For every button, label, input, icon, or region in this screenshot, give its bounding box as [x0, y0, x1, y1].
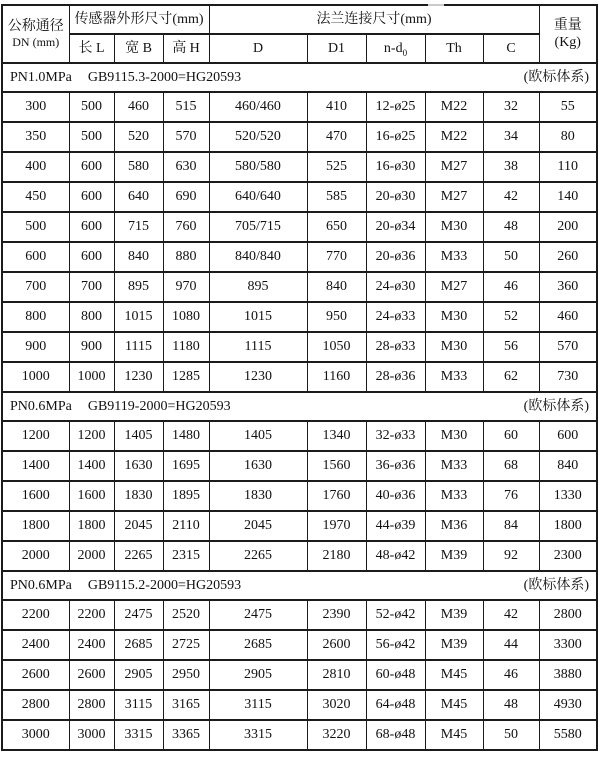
cell-dn: 2400 — [2, 630, 69, 660]
cell-th: M36 — [425, 511, 483, 541]
cell-width-b: 460 — [114, 92, 163, 122]
header-d1: D1 — [307, 34, 366, 63]
cell-d: 840/840 — [209, 242, 307, 272]
cell-width-b: 1015 — [114, 302, 163, 332]
cell-c: 42 — [483, 600, 539, 630]
cell-d1: 3220 — [307, 720, 366, 750]
cell-length-l: 1800 — [69, 511, 114, 541]
cell-d: 1015 — [209, 302, 307, 332]
cell-d: 2265 — [209, 541, 307, 571]
cell-d1: 1560 — [307, 451, 366, 481]
cell-c: 42 — [483, 182, 539, 212]
cell-th: M27 — [425, 182, 483, 212]
cell-weight: 2300 — [539, 541, 597, 571]
cell-d: 2475 — [209, 600, 307, 630]
cell-length-l: 1400 — [69, 451, 114, 481]
cell-weight: 460 — [539, 302, 597, 332]
header-dn-line2: DN (mm) — [12, 35, 60, 50]
table-row — [2, 332, 597, 362]
cell-dn: 2800 — [2, 690, 69, 720]
cell-width-b: 2045 — [114, 511, 163, 541]
page-edge-artifact — [428, 4, 444, 6]
table-row — [2, 212, 597, 242]
cell-weight: 730 — [539, 362, 597, 392]
header-weight-line1: 重量 — [553, 17, 582, 33]
cell-th: M45 — [425, 690, 483, 720]
cell-n-d0: 68-ø48 — [366, 720, 425, 750]
cell-c: 46 — [483, 660, 539, 690]
section-pressure: PN0.6MPa — [10, 398, 72, 414]
cell-c: 84 — [483, 511, 539, 541]
cell-dn: 900 — [2, 332, 69, 362]
cell-n-d0: 12-ø25 — [366, 92, 425, 122]
cell-dn: 2600 — [2, 660, 69, 690]
cell-height-h: 1695 — [163, 451, 209, 481]
cell-d1: 770 — [307, 242, 366, 272]
cell-d: 1230 — [209, 362, 307, 392]
cell-n-d0: 24-ø30 — [366, 272, 425, 302]
cell-dn: 700 — [2, 272, 69, 302]
cell-height-h: 630 — [163, 152, 209, 182]
cell-weight: 3880 — [539, 660, 597, 690]
cell-weight: 570 — [539, 332, 597, 362]
cell-c: 38 — [483, 152, 539, 182]
cell-height-h: 1080 — [163, 302, 209, 332]
table-row — [2, 122, 597, 152]
cell-length-l: 500 — [69, 122, 114, 152]
cell-d: 705/715 — [209, 212, 307, 242]
section-row — [2, 392, 597, 421]
cell-d: 1405 — [209, 421, 307, 451]
cell-dn: 500 — [2, 212, 69, 242]
section-pressure: PN0.6MPa — [10, 577, 72, 593]
cell-n-d0: 44-ø39 — [366, 511, 425, 541]
table-row — [2, 92, 597, 122]
cell-n-d0: 16-ø25 — [366, 122, 425, 152]
table-row — [2, 600, 597, 630]
section-row — [2, 63, 597, 92]
cell-width-b: 1830 — [114, 481, 163, 511]
header-weight-line2: (Kg) — [554, 35, 581, 50]
cell-weight: 3300 — [539, 630, 597, 660]
cell-width-b: 640 — [114, 182, 163, 212]
cell-dn: 350 — [2, 122, 69, 152]
cell-d1: 585 — [307, 182, 366, 212]
cell-dn: 1000 — [2, 362, 69, 392]
cell-c: 56 — [483, 332, 539, 362]
table-row — [2, 630, 597, 660]
table-row — [2, 451, 597, 481]
cell-n-d0: 60-ø48 — [366, 660, 425, 690]
cell-d1: 650 — [307, 212, 366, 242]
cell-d: 1630 — [209, 451, 307, 481]
cell-c: 46 — [483, 272, 539, 302]
cell-length-l: 1200 — [69, 421, 114, 451]
header-n-d0 — [366, 34, 425, 63]
cell-n-d0: 16-ø30 — [366, 152, 425, 182]
cell-weight: 1330 — [539, 481, 597, 511]
cell-dn: 1800 — [2, 511, 69, 541]
cell-height-h: 1895 — [163, 481, 209, 511]
cell-d1: 1760 — [307, 481, 366, 511]
cell-d1: 950 — [307, 302, 366, 332]
cell-d: 640/640 — [209, 182, 307, 212]
cell-n-d0: 64-ø48 — [366, 690, 425, 720]
cell-c: 76 — [483, 481, 539, 511]
table-row — [2, 720, 597, 750]
nd-subscript: 0 — [402, 47, 408, 58]
header-weight — [539, 5, 597, 63]
cell-height-h: 760 — [163, 212, 209, 242]
cell-length-l: 700 — [69, 272, 114, 302]
cell-width-b: 1405 — [114, 421, 163, 451]
cell-length-l: 2400 — [69, 630, 114, 660]
cell-c: 52 — [483, 302, 539, 332]
table-row — [2, 541, 597, 571]
cell-th: M45 — [425, 660, 483, 690]
cell-d: 2685 — [209, 630, 307, 660]
cell-height-h: 2520 — [163, 600, 209, 630]
cell-th: M39 — [425, 600, 483, 630]
section-cell — [2, 392, 597, 421]
cell-th: M27 — [425, 272, 483, 302]
cell-n-d0: 40-ø36 — [366, 481, 425, 511]
cell-c: 60 — [483, 421, 539, 451]
cell-height-h: 570 — [163, 122, 209, 152]
cell-height-h: 1285 — [163, 362, 209, 392]
cell-n-d0: 20-ø36 — [366, 242, 425, 272]
cell-width-b: 1115 — [114, 332, 163, 362]
section-standard: GB9115.3-2000=HG20593 — [87, 69, 242, 85]
cell-n-d0: 20-ø34 — [366, 212, 425, 242]
cell-length-l: 2600 — [69, 660, 114, 690]
cell-length-l: 800 — [69, 302, 114, 332]
cell-length-l: 1600 — [69, 481, 114, 511]
cell-d1: 410 — [307, 92, 366, 122]
cell-c: 50 — [483, 720, 539, 750]
table-body — [2, 63, 597, 750]
cell-d1: 470 — [307, 122, 366, 152]
section-cell — [2, 571, 597, 600]
cell-d1: 2600 — [307, 630, 366, 660]
cell-height-h: 2315 — [163, 541, 209, 571]
cell-dn: 3000 — [2, 720, 69, 750]
cell-c: 44 — [483, 630, 539, 660]
cell-c: 32 — [483, 92, 539, 122]
cell-dn: 300 — [2, 92, 69, 122]
cell-width-b: 895 — [114, 272, 163, 302]
spec-table — [1, 4, 598, 751]
cell-dn: 800 — [2, 302, 69, 332]
cell-length-l: 500 — [69, 92, 114, 122]
cell-d: 895 — [209, 272, 307, 302]
cell-width-b: 840 — [114, 242, 163, 272]
cell-d1: 3020 — [307, 690, 366, 720]
cell-length-l: 2000 — [69, 541, 114, 571]
cell-n-d0: 28-ø36 — [366, 362, 425, 392]
cell-d1: 525 — [307, 152, 366, 182]
cell-c: 68 — [483, 451, 539, 481]
cell-d1: 1970 — [307, 511, 366, 541]
cell-n-d0: 32-ø33 — [366, 421, 425, 451]
cell-dn: 1400 — [2, 451, 69, 481]
cell-length-l: 600 — [69, 212, 114, 242]
cell-n-d0: 24-ø33 — [366, 302, 425, 332]
cell-d1: 2390 — [307, 600, 366, 630]
cell-width-b: 520 — [114, 122, 163, 152]
cell-d: 2045 — [209, 511, 307, 541]
cell-th: M39 — [425, 630, 483, 660]
table-row — [2, 302, 597, 332]
cell-th: M30 — [425, 421, 483, 451]
cell-weight: 840 — [539, 451, 597, 481]
cell-weight: 200 — [539, 212, 597, 242]
cell-length-l: 1000 — [69, 362, 114, 392]
cell-weight: 5580 — [539, 720, 597, 750]
cell-dn: 2200 — [2, 600, 69, 630]
table-row — [2, 272, 597, 302]
cell-height-h: 3365 — [163, 720, 209, 750]
table-row — [2, 690, 597, 720]
cell-th: M45 — [425, 720, 483, 750]
header-dn — [2, 5, 69, 63]
cell-c: 92 — [483, 541, 539, 571]
cell-d: 580/580 — [209, 152, 307, 182]
header-flange-group: 法兰连接尺寸(mm) — [209, 5, 539, 34]
cell-d: 3315 — [209, 720, 307, 750]
cell-length-l: 3000 — [69, 720, 114, 750]
cell-d1: 1160 — [307, 362, 366, 392]
cell-n-d0: 48-ø42 — [366, 541, 425, 571]
cell-height-h: 690 — [163, 182, 209, 212]
table-row — [2, 152, 597, 182]
cell-weight: 55 — [539, 92, 597, 122]
section-standard: GB9115.2-2000=HG20593 — [87, 577, 242, 593]
cell-weight: 1800 — [539, 511, 597, 541]
cell-weight: 110 — [539, 152, 597, 182]
table-row — [2, 511, 597, 541]
section-note: (欧标体系) — [523, 577, 589, 593]
cell-width-b: 2685 — [114, 630, 163, 660]
table-row — [2, 362, 597, 392]
table-row — [2, 182, 597, 212]
cell-weight: 2800 — [539, 600, 597, 630]
cell-th: M33 — [425, 481, 483, 511]
cell-height-h: 2725 — [163, 630, 209, 660]
cell-th: M33 — [425, 242, 483, 272]
section-cell — [2, 63, 597, 92]
cell-n-d0: 20-ø30 — [366, 182, 425, 212]
cell-th: M22 — [425, 122, 483, 152]
table-row — [2, 242, 597, 272]
cell-th: M30 — [425, 212, 483, 242]
cell-th: M30 — [425, 332, 483, 362]
header-sensor-group: 传感器外形尺寸(mm) — [69, 5, 209, 34]
table-row — [2, 660, 597, 690]
cell-weight: 4930 — [539, 690, 597, 720]
header-length-l: 长 L — [69, 34, 114, 63]
cell-d1: 2180 — [307, 541, 366, 571]
nd-label: n-d — [383, 40, 403, 56]
cell-length-l: 600 — [69, 242, 114, 272]
cell-n-d0: 36-ø36 — [366, 451, 425, 481]
cell-d: 520/520 — [209, 122, 307, 152]
cell-d: 2905 — [209, 660, 307, 690]
cell-length-l: 600 — [69, 152, 114, 182]
cell-height-h: 2110 — [163, 511, 209, 541]
cell-th: M33 — [425, 362, 483, 392]
cell-n-d0: 56-ø42 — [366, 630, 425, 660]
cell-weight: 140 — [539, 182, 597, 212]
header-height-h: 高 H — [163, 34, 209, 63]
cell-d1: 1340 — [307, 421, 366, 451]
cell-n-d0: 52-ø42 — [366, 600, 425, 630]
cell-dn: 400 — [2, 152, 69, 182]
header-dn-line1: 公称通径 — [7, 18, 64, 34]
cell-height-h: 3165 — [163, 690, 209, 720]
cell-th: M30 — [425, 302, 483, 332]
cell-d1: 840 — [307, 272, 366, 302]
cell-c: 34 — [483, 122, 539, 152]
cell-weight: 360 — [539, 272, 597, 302]
cell-length-l: 600 — [69, 182, 114, 212]
cell-width-b: 3315 — [114, 720, 163, 750]
cell-th: M27 — [425, 152, 483, 182]
cell-d: 1830 — [209, 481, 307, 511]
cell-d: 3115 — [209, 690, 307, 720]
cell-width-b: 580 — [114, 152, 163, 182]
table-row — [2, 481, 597, 511]
cell-width-b: 1230 — [114, 362, 163, 392]
section-pressure: PN1.0MPa — [10, 69, 72, 85]
cell-weight: 260 — [539, 242, 597, 272]
cell-height-h: 2950 — [163, 660, 209, 690]
cell-dn: 2000 — [2, 541, 69, 571]
cell-d: 460/460 — [209, 92, 307, 122]
cell-width-b: 2475 — [114, 600, 163, 630]
cell-th: M33 — [425, 451, 483, 481]
cell-height-h: 1480 — [163, 421, 209, 451]
cell-length-l: 2800 — [69, 690, 114, 720]
cell-c: 62 — [483, 362, 539, 392]
cell-th: M39 — [425, 541, 483, 571]
cell-width-b: 715 — [114, 212, 163, 242]
cell-dn: 1600 — [2, 481, 69, 511]
cell-width-b: 3115 — [114, 690, 163, 720]
cell-height-h: 1180 — [163, 332, 209, 362]
cell-dn: 450 — [2, 182, 69, 212]
header-th: Th — [425, 34, 483, 63]
cell-d1: 2810 — [307, 660, 366, 690]
cell-n-d0: 28-ø33 — [366, 332, 425, 362]
cell-th: M22 — [425, 92, 483, 122]
cell-d1: 1050 — [307, 332, 366, 362]
cell-length-l: 2200 — [69, 600, 114, 630]
header-c: C — [483, 34, 539, 63]
header-d: D — [209, 34, 307, 63]
section-note: (欧标体系) — [523, 398, 589, 414]
cell-dn: 600 — [2, 242, 69, 272]
cell-height-h: 970 — [163, 272, 209, 302]
cell-height-h: 515 — [163, 92, 209, 122]
cell-width-b: 2905 — [114, 660, 163, 690]
cell-d: 1115 — [209, 332, 307, 362]
cell-width-b: 2265 — [114, 541, 163, 571]
cell-c: 50 — [483, 242, 539, 272]
cell-weight: 80 — [539, 122, 597, 152]
cell-height-h: 880 — [163, 242, 209, 272]
header-width-b: 宽 B — [114, 34, 163, 63]
cell-length-l: 900 — [69, 332, 114, 362]
section-row — [2, 571, 597, 600]
section-standard: GB9119-2000=HG20593 — [87, 398, 231, 414]
cell-width-b: 1630 — [114, 451, 163, 481]
cell-c: 48 — [483, 212, 539, 242]
cell-dn: 1200 — [2, 421, 69, 451]
table-header — [2, 5, 597, 63]
cell-c: 48 — [483, 690, 539, 720]
section-note: (欧标体系) — [523, 69, 589, 85]
table-row — [2, 421, 597, 451]
cell-weight: 600 — [539, 421, 597, 451]
